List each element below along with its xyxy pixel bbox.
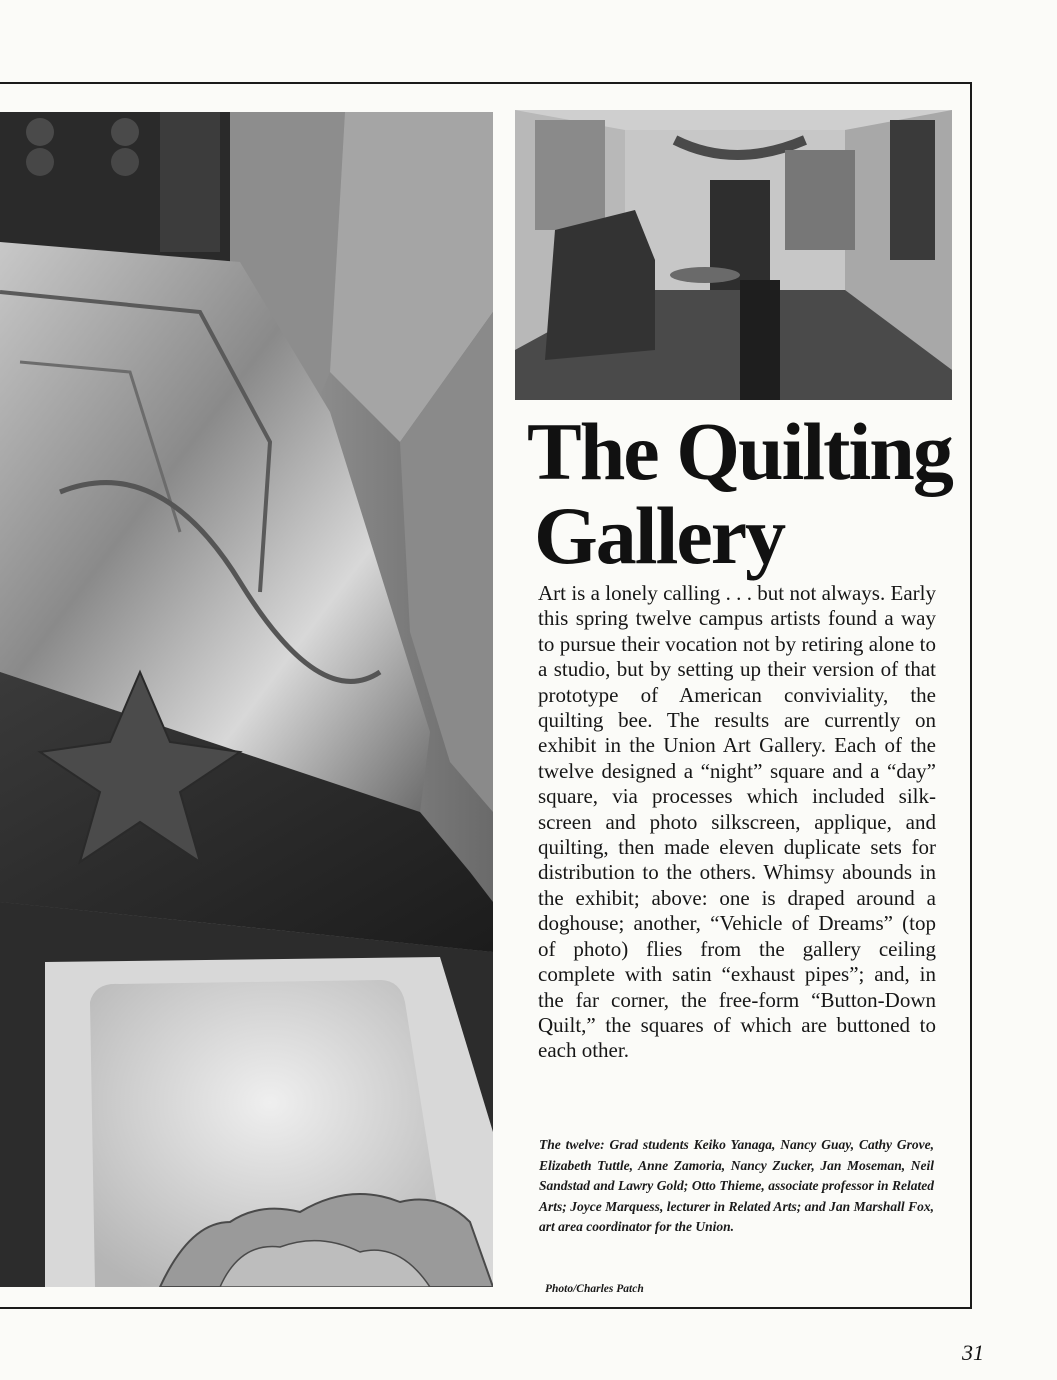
photo-credit: Photo/Charles Patch	[545, 1283, 644, 1295]
article-title	[527, 406, 967, 581]
page-number: 31	[962, 1340, 984, 1365]
gallery-exhibit-photo	[515, 110, 952, 400]
quilt-photo	[0, 112, 493, 1287]
article-body: Art is a lonely calling . . . but not always. Early this spring twelve campus artists found a way to pursue their vocation not by retiring alone to a studio, but by setting up their version of that prototype of American conviviality, the quilting bee. The results are currently on exhibit in the Union Art Gallery. Each of the twelve designed a “night” square and a “day” square, via processes which included silk-screen and photo silkscreen, applique, and quilting, then made eleven duplicate sets for distribution to the others. Whimsy abounds in the exhibit; above: one is draped around a doghouse; another, “Vehicle of Dreams” (top of photo) flies from the gallery ceiling complete with satin “exhaust pipes”; and, in the far corner, the free-form “Button-Down Quilt,” the squares of which are buttoned to each other.	[538, 581, 936, 1063]
title-line-2: Gallery	[534, 490, 785, 581]
artist-credits: The twelve: Grad students Keiko Yanaga, Nancy Guay, Cathy Grove, Elizabeth Tuttle, Anne Zamoria, Nancy Zucker, Jan Moseman, Neil Sandstad and Lawry Gold; Otto Thieme, associate professor in Related Arts; Joyce Marquess, lecturer in Related Arts; and Jan Marshall Fox, art area coordinator for the Union.	[539, 1137, 934, 1234]
title-line-1: The Quilting	[527, 406, 952, 497]
